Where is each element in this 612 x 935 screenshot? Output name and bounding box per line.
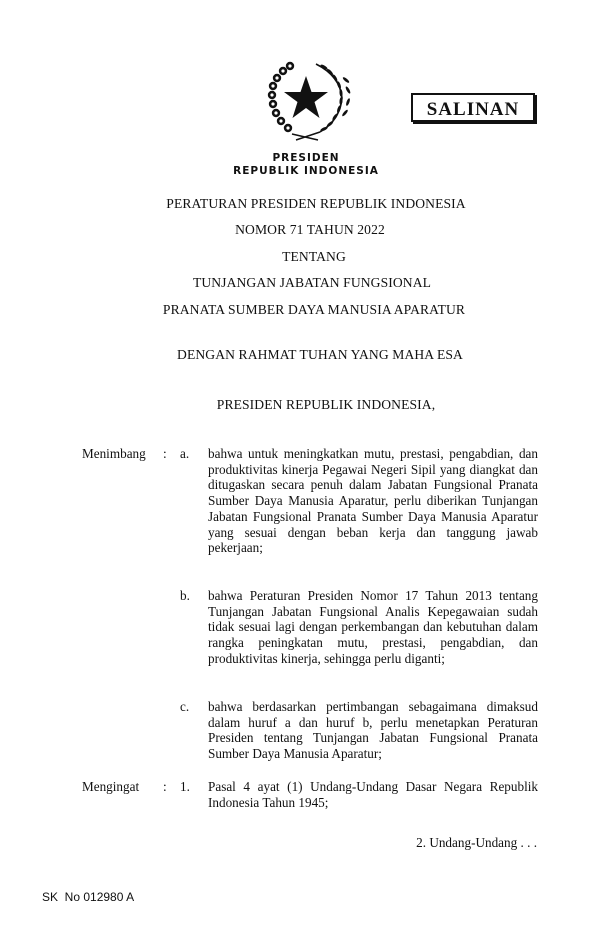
regulation-title: PERATURAN PRESIDEN REPUBLIK INDONESIA — [166, 196, 466, 211]
menimbang-colon: : — [163, 446, 167, 461]
invocation-text: DENGAN RAHMAT TUHAN YANG MAHA ESA — [177, 347, 463, 362]
mengingat-label: Mengingat — [82, 779, 140, 794]
serial-number: SK No 012980 A — [42, 890, 135, 904]
regulation-subject-line-1: TUNJANGAN JABATAN FUNGSIONAL — [192, 275, 432, 290]
institution-line-2: REPUBLIK INDONESIA — [233, 165, 379, 177]
mengingat-colon: : — [163, 779, 167, 794]
mengingat-paragraph-1: Pasal 4 ayat (1) Undang-Undang Dasar Negara Republik Indonesia Tahun 1945; — [208, 779, 538, 810]
menimbang-paragraph-c: bahwa berdasarkan pertimbangan sebagaimana dimaksud dalam huruf a dan huruf b, perlu menetapkan Peraturan Presiden tentang Tunjangan Jabatan Fungsional Pranata Sumber Daya Manusia Aparatur; — [208, 699, 538, 762]
authority-text: PRESIDEN REPUBLIK INDONESIA, — [216, 397, 436, 412]
regulation-number: NOMOR 71 TAHUN 2022 — [235, 222, 385, 237]
menimbang-marker-b: b. — [180, 588, 190, 603]
menimbang-marker-a: a. — [180, 446, 190, 461]
continuation-marker: 2. Undang-Undang . . . — [416, 835, 537, 850]
institution-line-1: PRESIDEN — [272, 152, 340, 164]
menimbang-label: Menimbang — [82, 446, 146, 461]
menimbang-paragraph-a: bahwa untuk meningkatkan mutu, prestasi, pengabdian, dan produktivitas kinerja Pegawai Negeri Sipil yang diangkat dan ditugaskan secara penuh dalam Jabatan Fungsional Pranata Sumber Daya Manusia Aparatur, perlu diberikan Tunjangan Jabatan Fungsional Pranata Sumber Daya Manusia Aparatur yang sesuai dengan beban kerja dan tanggung jawab pekerjaan; — [208, 446, 538, 556]
garuda-presidential-emblem-icon — [254, 58, 358, 144]
regulation-subject-line-2: PRANATA SUMBER DAYA MANUSIA APARATUR — [162, 302, 466, 317]
mengingat-marker-1: 1. — [180, 779, 190, 794]
menimbang-marker-c: c. — [180, 699, 190, 714]
regulation-tentang: TENTANG — [282, 249, 346, 264]
salinan-stamp: SALINAN — [411, 93, 535, 122]
menimbang-paragraph-b: bahwa Peraturan Presiden Nomor 17 Tahun 2013 tentang Tunjangan Jabatan Fungsional Analis Kepegawaian sudah tidak sesuai lagi dengan perkembangan dan kebutuhan dalam rangka peningkatan mutu, prestasi, pengabdian, dan produktivitas kinerja, sehingga perlu diganti; — [208, 588, 538, 666]
